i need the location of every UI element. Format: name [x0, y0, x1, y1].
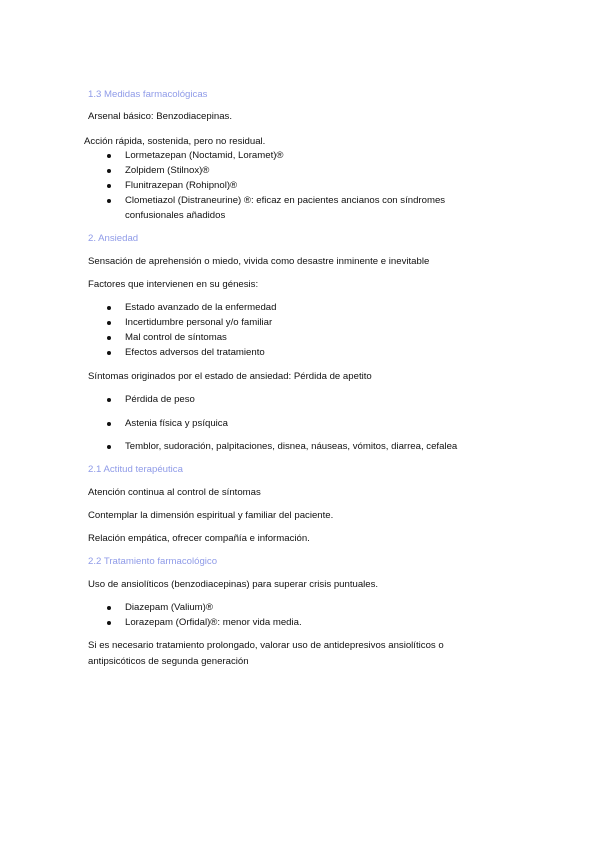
bullet-icon: [107, 306, 111, 310]
paragraph-factores: Factores que intervienen en su génesis:: [88, 279, 259, 290]
paragraph-prolongado-2: antipsicóticos de segunda generación: [88, 656, 249, 667]
section-heading-2-1: 2.1 Actitud terapéutica: [88, 464, 183, 475]
section-heading-2-2: 2.2 Tratamiento farmacológico: [88, 556, 218, 567]
list-item-text: Zolpidem (Stilnox)®: [125, 165, 210, 176]
list-item-text: Flunitrazepan (Rohipnol)®: [125, 180, 238, 191]
list-item-text: Lorazepam (Orfidal)®: menor vida media.: [125, 617, 302, 628]
list-item-text: Incertidumbre personal y/o familiar: [125, 317, 273, 328]
list-item-text: Diazepam (Valium)®: [125, 602, 213, 613]
bullet-icon: [107, 199, 111, 203]
list-item-text: Efectos adversos del tratamiento: [125, 347, 265, 358]
bullet-icon: [107, 621, 111, 625]
list-item-text: Clometiazol (Distraneurine) ®: eficaz en pacientes ancianos con síndromes: [125, 195, 446, 206]
paragraph-uso: Uso de ansiolíticos (benzodiacepinas) para superar crisis puntuales.: [88, 579, 379, 590]
paragraph-actitud-3: Relación empática, ofrecer compañía e información.: [88, 533, 310, 544]
list-item-text: Estado avanzado de la enfermedad: [125, 302, 277, 313]
bullet-icon: [107, 351, 111, 355]
paragraph-accion: Acción rápida, sostenida, pero no residual.: [84, 136, 266, 147]
list-item-text: Temblor, sudoración, palpitaciones, disnea, náuseas, vómitos, diarrea, cefalea: [125, 441, 458, 452]
bullet-icon: [107, 169, 111, 173]
paragraph-actitud-1: Atención continua al control de síntomas: [88, 487, 261, 498]
list-item-text: Astenia física y psíquica: [125, 418, 228, 429]
bullet-icon: [107, 606, 111, 610]
bullet-icon: [107, 154, 111, 158]
list-item-continuation: confusionales añadidos: [125, 210, 226, 221]
bullet-icon: [107, 184, 111, 188]
section-heading-1-3: 1.3 Medidas farmacológicas: [88, 89, 208, 100]
paragraph-sintomas: Síntomas originados por el estado de ansiedad: Pérdida de apetito: [88, 371, 372, 382]
paragraph-sensacion: Sensación de aprehensión o miedo, vivida como desastre inminente e inevitable: [88, 256, 430, 267]
paragraph-prolongado-1: Si es necesario tratamiento prolongado, valorar uso de antidepresivos ansiolíticos o: [88, 640, 444, 651]
section-heading-2: 2. Ansiedad: [88, 233, 139, 244]
list-item-text: Mal control de síntomas: [125, 332, 227, 343]
paragraph-actitud-2: Contemplar la dimensión espiritual y familiar del paciente.: [88, 510, 334, 521]
bullet-icon: [107, 445, 111, 449]
bullet-icon: [107, 422, 111, 426]
list-item-text: Lormetazepan (Noctamid, Loramet)®: [125, 150, 284, 161]
bullet-icon: [107, 398, 111, 402]
paragraph-arsenal: Arsenal básico: Benzodiacepinas.: [88, 111, 232, 122]
list-item-text: Pérdida de peso: [125, 394, 195, 405]
bullet-icon: [107, 321, 111, 325]
bullet-icon: [107, 336, 111, 340]
